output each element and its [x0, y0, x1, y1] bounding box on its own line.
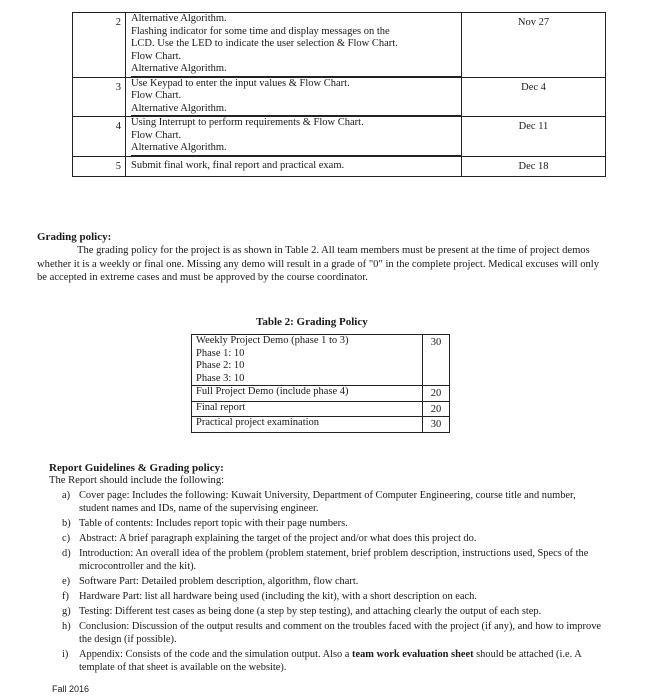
- task-line: Flow Chart.: [131, 50, 182, 62]
- week-number: 3: [73, 77, 126, 117]
- weekly-demo-points: 30: [423, 335, 450, 386]
- task-description: [126, 77, 462, 117]
- list-marker: c): [62, 533, 71, 544]
- phase-line: Phase 2: 10: [196, 360, 245, 371]
- table-row: [73, 117, 606, 157]
- task-line: Alternative Algorithm.: [131, 103, 461, 117]
- grading-policy-paragraph: The grading policy for the project is as shown in Table 2. All team members must be present at the time of project demos whether it is a weekly or final one. Missing any demo will result in a grade of "0" in the complete project. Medical excuses will only be accepted in extreme cases and must be approved by the course coordinator.: [37, 245, 600, 283]
- grading-points: 20: [423, 401, 450, 417]
- list-item-bold-text: team work evaluation sheet: [352, 649, 474, 660]
- task-line: Flow Chart.: [131, 129, 182, 141]
- grading-table: [191, 334, 450, 433]
- task-line: Alternative Algorithm.: [131, 63, 461, 77]
- footer-semester: Fall 2016: [52, 684, 90, 694]
- list-item-text: Software Part: Detailed problem description, algorithm, flow chart.: [79, 576, 359, 587]
- list-item: [62, 532, 607, 545]
- task-line: Using Interrupt to perform requirements & Flow Chart.: [131, 117, 364, 128]
- list-item-text: Testing: Different test cases as being done (a step by step testing), and attaching clearly the output of each step.: [79, 606, 542, 617]
- week-number: 4: [73, 117, 126, 157]
- grading-item: Final report: [192, 401, 423, 417]
- list-item: [62, 590, 607, 603]
- task-line: Flow Chart.: [131, 90, 182, 101]
- task-line: Submit final work, final report and practical exam.: [131, 159, 345, 171]
- phase-line: Phase 3: 10: [196, 372, 245, 384]
- table-row: [192, 401, 450, 417]
- table-row: [73, 13, 606, 78]
- list-marker: g): [62, 606, 71, 617]
- table-row: [192, 335, 450, 386]
- due-date: Dec 18: [462, 156, 606, 177]
- list-marker: i): [62, 649, 69, 660]
- list-item-text: Appendix: Consists of the code and the simulation output. Also a: [79, 649, 353, 660]
- table-row: [73, 77, 606, 117]
- table-row: [192, 386, 450, 402]
- grading-item: Practical project examination: [192, 417, 423, 433]
- week-number: 5: [73, 156, 126, 177]
- list-item-text: Hardware Part: list all hardware being used (including the kit), with a short description on each.: [79, 591, 477, 602]
- report-intro: The Report should include the following:: [49, 475, 225, 486]
- report-guidelines-heading: Report Guidelines & Grading policy:: [49, 462, 224, 474]
- list-item-text: Introduction: An overall idea of the problem (problem statement, brief problem description, instructions used, Specs of the microcontroller and the kit).: [79, 548, 589, 572]
- task-description: [126, 156, 462, 177]
- task-line: Flashing indicator for some time and display messages on the: [131, 25, 390, 37]
- list-item-text: Abstract: A brief paragraph explaining the target of the project and/or what does this project do.: [79, 533, 477, 544]
- list-item-text: Table of contents: Includes report topic with their page numbers.: [79, 518, 348, 529]
- task-line: Use Keypad to enter the input values & Flow Chart.: [131, 77, 350, 89]
- schedule-table: [72, 12, 606, 177]
- list-item: [62, 517, 607, 530]
- task-line: Alternative Algorithm.: [131, 13, 227, 24]
- due-date: Dec 11: [462, 117, 606, 157]
- task-line: LCD. Use the LED to indicate the user selection & Flow Chart.: [131, 38, 398, 49]
- weekly-demo-label: Weekly Project Demo (phase 1 to 3): [196, 335, 349, 346]
- task-description: [126, 117, 462, 157]
- week-number: 2: [73, 13, 126, 78]
- list-marker: e): [62, 576, 71, 587]
- grading-item: Full Project Demo (include phase 4): [192, 386, 423, 402]
- list-marker: d): [62, 548, 71, 559]
- list-item-text: should be attached (i.e. A template of that sheet is available on the website).: [79, 649, 582, 673]
- phase-line: Phase 1: 10: [196, 347, 245, 359]
- grading-policy-heading: Grading policy:: [37, 231, 112, 243]
- list-item-text: Cover page: Includes the following: Kuwait University, Department of Computer Engineering, course title and number, student names and IDs, name of the supervising engineer.: [79, 490, 576, 514]
- list-item: [62, 648, 607, 674]
- list-marker: a): [62, 490, 71, 501]
- table-row: [192, 417, 450, 433]
- due-date: Dec 4: [462, 77, 606, 117]
- list-item: [62, 547, 607, 573]
- report-guidelines-list: [62, 489, 607, 676]
- task-line: Alternative Algorithm.: [131, 142, 461, 156]
- list-item: [62, 620, 607, 646]
- grading-points: 30: [423, 417, 450, 433]
- due-date: Nov 27: [462, 13, 606, 78]
- grading-points: 20: [423, 386, 450, 402]
- list-item: [62, 605, 607, 618]
- list-item-text: Conclusion: Discussion of the output results and comment on the troubles faced with the project (if any), and how to improve the design (if possible).: [79, 621, 602, 645]
- list-marker: b): [62, 518, 71, 529]
- list-item: [62, 575, 607, 588]
- table2-title: Table 2: Grading Policy: [256, 316, 368, 328]
- weekly-demo-cell: [192, 335, 423, 386]
- list-marker: h): [62, 621, 71, 632]
- list-item: [62, 489, 607, 515]
- table-row: [73, 156, 606, 177]
- list-marker: f): [62, 591, 69, 602]
- task-description: [126, 13, 462, 78]
